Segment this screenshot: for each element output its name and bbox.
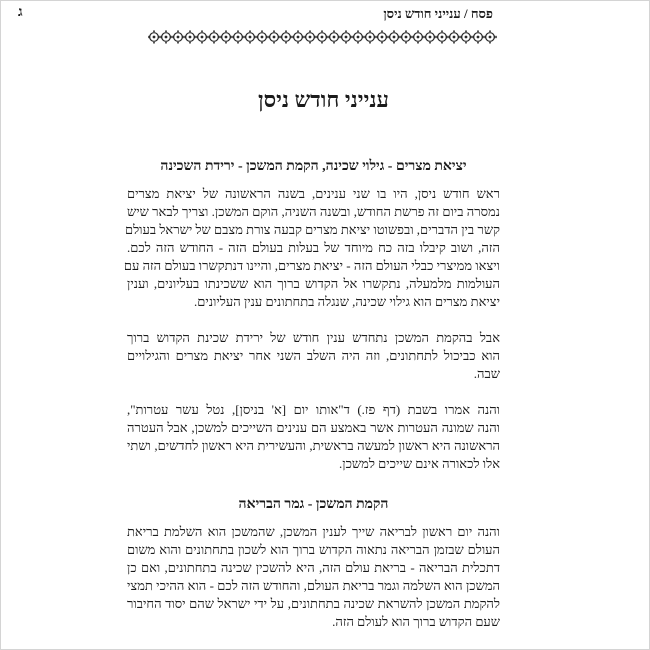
paragraph <box>123 185 500 311</box>
paragraph-line: המשכן הוא השלמה וגמר בריאת העולם, והחודש הזה לכם - הוא ההיכי תמצי <box>127 578 500 593</box>
paragraph-line: הזה, ושוב קיבלו בזה כח מיוחד של בעלות בעולם הזה - החודש הזה לכם. <box>127 240 500 255</box>
text-column <box>123 85 500 631</box>
page-number: ג <box>18 5 23 20</box>
running-head: פסח / ענייני חודש ניסן <box>383 6 493 21</box>
paragraph-line: הוא כביכול לתחתונים, וזה היה השלב השני אחר יציאת מצרים והגילויים <box>127 348 500 363</box>
paragraph-line: והנה יום ראשון לבריאה שייך לענין המשכן, שהמשכן הוא השלמת בריאת <box>127 524 500 539</box>
section-heading: הקמת המשכן - גמר הבריאה <box>238 497 389 512</box>
page-title: ענייני חודש ניסן <box>258 87 389 112</box>
paragraph-line: שעם הקדוש ברוך הוא לעולם הזה. <box>332 614 500 629</box>
paragraph-line: ראש חודש ניסן, היו בו שני ענינים, בשנה הראשונה של יציאת מצרים <box>127 186 500 201</box>
paragraph-line: הראשונה היא ראשון למעשה בראשית, והעשירית היא ראשון לחדשים, ושתי <box>127 438 500 453</box>
paragraph-line: יציאת מצרים הוא גילוי שכינה, שנגלה בתחתונים ענין העליונים. <box>194 294 500 309</box>
section-heading: יציאת מצרים - גילוי שכינה, הקמת המשכן - ירידת השכינה <box>160 159 467 174</box>
ornament-band <box>148 29 497 45</box>
paragraph-line: והנה שמונה העטרות אשר באמצע הם ענינים השייכים למשכן, אבל העטרה <box>127 420 500 435</box>
paragraph <box>127 401 500 473</box>
paragraph <box>127 523 500 631</box>
paragraph-line: אלו לכאורה אינם שייכים למשכן. <box>339 456 500 471</box>
paragraph-line: נמסרה ביום זה פרשת החודש, ובשנה השניה, הוקם המשכן. וצריך לבאר שיש <box>127 204 500 219</box>
paragraph-line: קשר בין הדברים, ובפשוטו יציאת מצרים קבעה צורת מצבם של ישראל בעולם <box>124 222 500 237</box>
paragraph-line: אבל בהקמת המשכן נתחדש ענין חודש של ירידת שכינת הקדוש ברוך <box>127 330 500 345</box>
paragraph <box>127 329 500 383</box>
paragraph-line: שבה. <box>473 366 500 381</box>
paragraph-line: העולם שבזמן הבריאה נתאוה הקדוש ברוך הוא לשכון בתחתונים והוא משום <box>127 542 500 557</box>
paragraph-line: להקמת המשכן להשראת שכינה בתחתונים, על ידי ישראל שהם יסוד החיבור <box>127 596 500 611</box>
paragraph-line: ויצאו ממיצרי כבלי העולם הזה - יציאת מצרים, והיינו דנתקשרו בעולם הזה עם <box>123 258 500 273</box>
paragraph-line: והנה אמרו בשבת (דף פז.) ד"אותו יום [א' בניסן], נטל עשר עטרות", <box>127 402 500 417</box>
paragraph-line: העולמות מלמעלה, נתקשרו אל הקדוש ברוך הוא ששכינתו בעליונים, וענין <box>127 276 500 291</box>
paragraph-line: דתכלית הבריאה - בריאת עולם הזה, היא להשכין שכינה בתחתונים, ואם כן <box>127 560 500 575</box>
